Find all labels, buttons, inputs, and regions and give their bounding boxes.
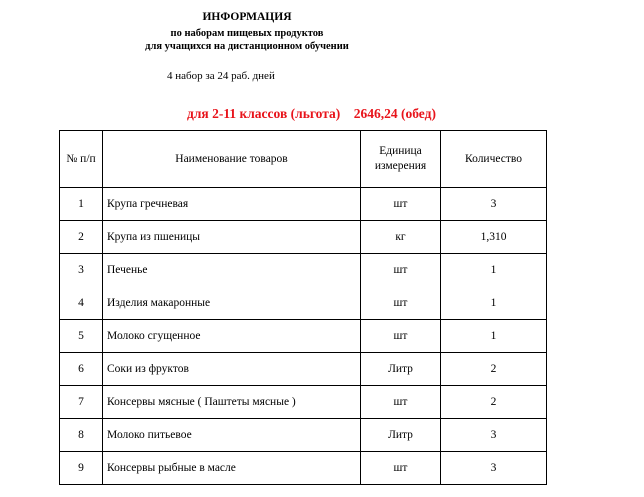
cell-name: Изделия макаронные: [103, 287, 361, 320]
cell-name: Соки из фруктов: [103, 353, 361, 386]
table-row: [60, 287, 547, 320]
cell-num: 7: [60, 386, 103, 419]
cell-qty: 1,310: [441, 221, 547, 254]
products-table: [59, 130, 547, 485]
cell-num: 5: [60, 320, 103, 353]
cell-name: Крупа гречневая: [103, 188, 361, 221]
header-unit-line-2: измерения: [374, 160, 427, 172]
cell-num: 4: [60, 287, 103, 320]
cell-num: 6: [60, 353, 103, 386]
cell-num: 9: [60, 452, 103, 485]
grade-info: для 2-11 классов (льгота) 2646,24 (обед): [187, 106, 436, 121]
cell-unit: шт: [361, 386, 441, 419]
cell-num: 3: [60, 254, 103, 287]
cell-unit: Литр: [361, 353, 441, 386]
cell-qty: 3: [441, 452, 547, 485]
cell-qty: 1: [441, 287, 547, 320]
cell-unit: шт: [361, 287, 441, 320]
cell-qty: 3: [441, 188, 547, 221]
table-row: [60, 320, 547, 353]
cell-qty: 3: [441, 419, 547, 452]
table-header-row: [60, 131, 547, 188]
table-row: [60, 221, 547, 254]
header-qty: Количество: [441, 131, 547, 188]
header-name: Наименование товаров: [103, 131, 361, 188]
cell-name: Крупа из пшеницы: [103, 221, 361, 254]
cell-num: 8: [60, 419, 103, 452]
set-info: 4 набор за 24 раб. дней: [167, 70, 275, 82]
header-num: № п/п: [60, 131, 103, 188]
cell-unit: шт: [361, 320, 441, 353]
cell-unit: Литр: [361, 419, 441, 452]
document-subtitle-line-1: по наборам пищевых продуктов: [170, 28, 324, 39]
table-row: [60, 188, 547, 221]
header-unit: [361, 131, 441, 188]
cell-name: Молоко питьевое: [103, 419, 361, 452]
cell-unit: шт: [361, 254, 441, 287]
cell-num: 1: [60, 188, 103, 221]
cell-qty: 2: [441, 386, 547, 419]
table-row: [60, 353, 547, 386]
cell-unit: шт: [361, 452, 441, 485]
cell-qty: 1: [441, 320, 547, 353]
cell-num: 2: [60, 221, 103, 254]
cell-unit: шт: [361, 188, 441, 221]
table-row: [60, 386, 547, 419]
table-row: [60, 452, 547, 485]
cell-unit: кг: [361, 221, 441, 254]
table-row: [60, 254, 547, 287]
cell-name: Консервы рыбные в масле: [103, 452, 361, 485]
cell-qty: 1: [441, 254, 547, 287]
table-row: [60, 419, 547, 452]
cell-name: Печенье: [103, 254, 361, 287]
cell-qty: 2: [441, 353, 547, 386]
document-title: ИНФОРМАЦИЯ: [202, 11, 292, 23]
cell-name: Молоко сгущенное: [103, 320, 361, 353]
document-subtitle-line-2: для учащихся на дистанционном обучении: [145, 41, 349, 52]
header-unit-line-1: Единица: [379, 145, 422, 157]
cell-name: Консервы мясные ( Паштеты мясные ): [103, 386, 361, 419]
